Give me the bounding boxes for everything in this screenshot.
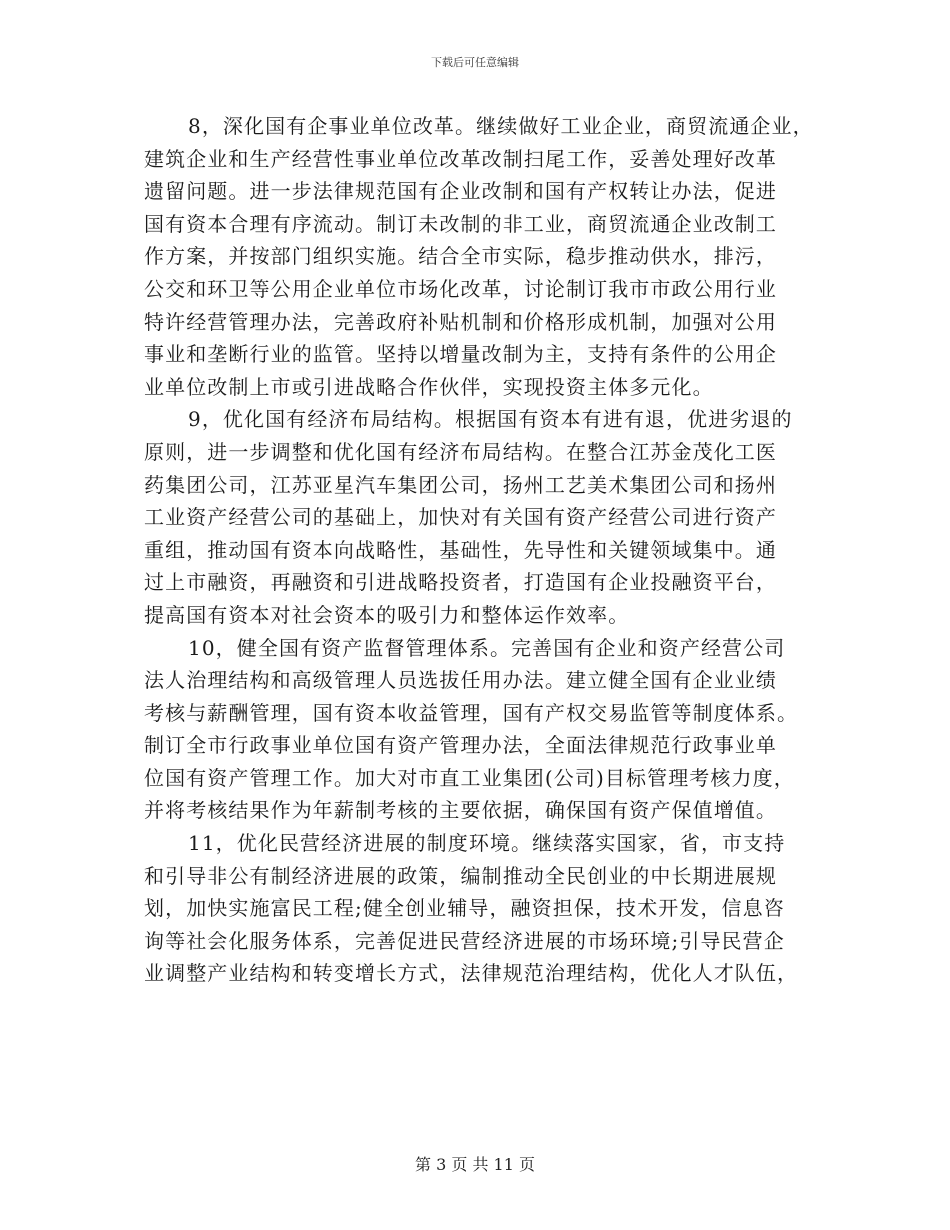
text-line: 建筑企业和生产经营性事业单位改革改制扫尾工作，妥善处理好改革 xyxy=(144,146,777,171)
text-line: 特许经营管理办法，完善政府补贴机制和价格形成机制，加强对公用 xyxy=(144,309,777,334)
text-line: 事业和垄断行业的监管。坚持以增量改制为主，支持有条件的公用企 xyxy=(144,342,777,367)
paragraph-11 xyxy=(144,827,820,990)
document-body xyxy=(144,110,820,990)
paragraph-8 xyxy=(144,110,820,403)
text-line: 遗留问题。进一步法律规范国有企业改制和国有产权转让办法，促进 xyxy=(144,179,777,204)
page-header: 下载后可任意编辑 xyxy=(431,56,519,69)
text-line: 并将考核结果作为年薪制考核的主要依据，确保国有资产保值增值。 xyxy=(144,798,777,823)
text-line: 国有资本合理有序流动。制订未改制的非工业，商贸流通企业改制工 xyxy=(144,211,777,236)
text-line: 作方案，并按部门组织实施。结合全市实际，稳步推动供水，排污， xyxy=(144,244,777,269)
paragraph-10 xyxy=(144,632,820,828)
page-number-footer: 第 3 页 共 11 页 xyxy=(415,1155,535,1174)
text-line: 10，健全国有资产监督管理体系。完善国有企业和资产经营公司 xyxy=(188,635,786,660)
text-line: 11，优化民营经济进展的制度环境。继续落实国家，省，市支持 xyxy=(188,831,786,856)
text-line: 药集团公司，江苏亚星汽车集团公司，扬州工艺美术集团公司和扬州 xyxy=(144,472,777,497)
text-line: 过上市融资，再融资和引进战略投资者，打造国有企业投融资平台， xyxy=(144,570,777,595)
text-line: 制订全市行政事业单位国有资产管理办法，全面法律规范行政事业单 xyxy=(144,733,777,758)
text-line: 询等社会化服务体系，完善促进民营经济进展的市场环境;引导民营企 xyxy=(144,928,785,953)
text-line: 公交和环卫等公用企业单位市场化改革，讨论制订我市市政公用行业 xyxy=(144,276,777,301)
text-line: 划，加快实施富民工程;健全创业辅导，融资担保，技术开发，信息咨 xyxy=(144,896,785,921)
text-line: 提高国有资本对社会资本的吸引力和整体运作效率。 xyxy=(144,602,630,627)
text-line: 业单位改制上市或引进战略合作伙伴，实现投资主体多元化。 xyxy=(144,374,714,399)
text-line: 考核与薪酬管理，国有资本收益管理，国有产权交易监管等制度体系。 xyxy=(144,700,799,725)
text-line: 法人治理结构和高级管理人员选拔任用办法。建立健全国有企业业绩 xyxy=(144,668,777,693)
text-line: 9，优化国有经济布局结构。根据国有资本有进有退，优进劣退的 xyxy=(188,407,793,432)
text-line: 工业资产经营公司的基础上，加快对有关国有资产经营公司进行资产 xyxy=(144,505,777,530)
text-line: 位国有资产管理工作。加大对市直工业集团(公司)目标管理考核力度， xyxy=(144,765,795,790)
text-line: 原则，进一步调整和优化国有经济布局结构。在整合江苏金茂化工医 xyxy=(144,439,777,464)
text-line: 8，深化国有企事业单位改革。继续做好工业企业，商贸流通企业， xyxy=(188,114,814,138)
text-line: 重组，推动国有资本向战略性，基础性，先导性和关键领域集中。通 xyxy=(144,537,777,562)
text-line: 和引导非公有制经济进展的政策，编制推动全民创业的中长期进展规 xyxy=(144,863,777,888)
text-line: 业调整产业结构和转变增长方式，法律规范治理结构，优化人才队伍， xyxy=(144,961,799,986)
paragraph-9 xyxy=(144,403,820,631)
